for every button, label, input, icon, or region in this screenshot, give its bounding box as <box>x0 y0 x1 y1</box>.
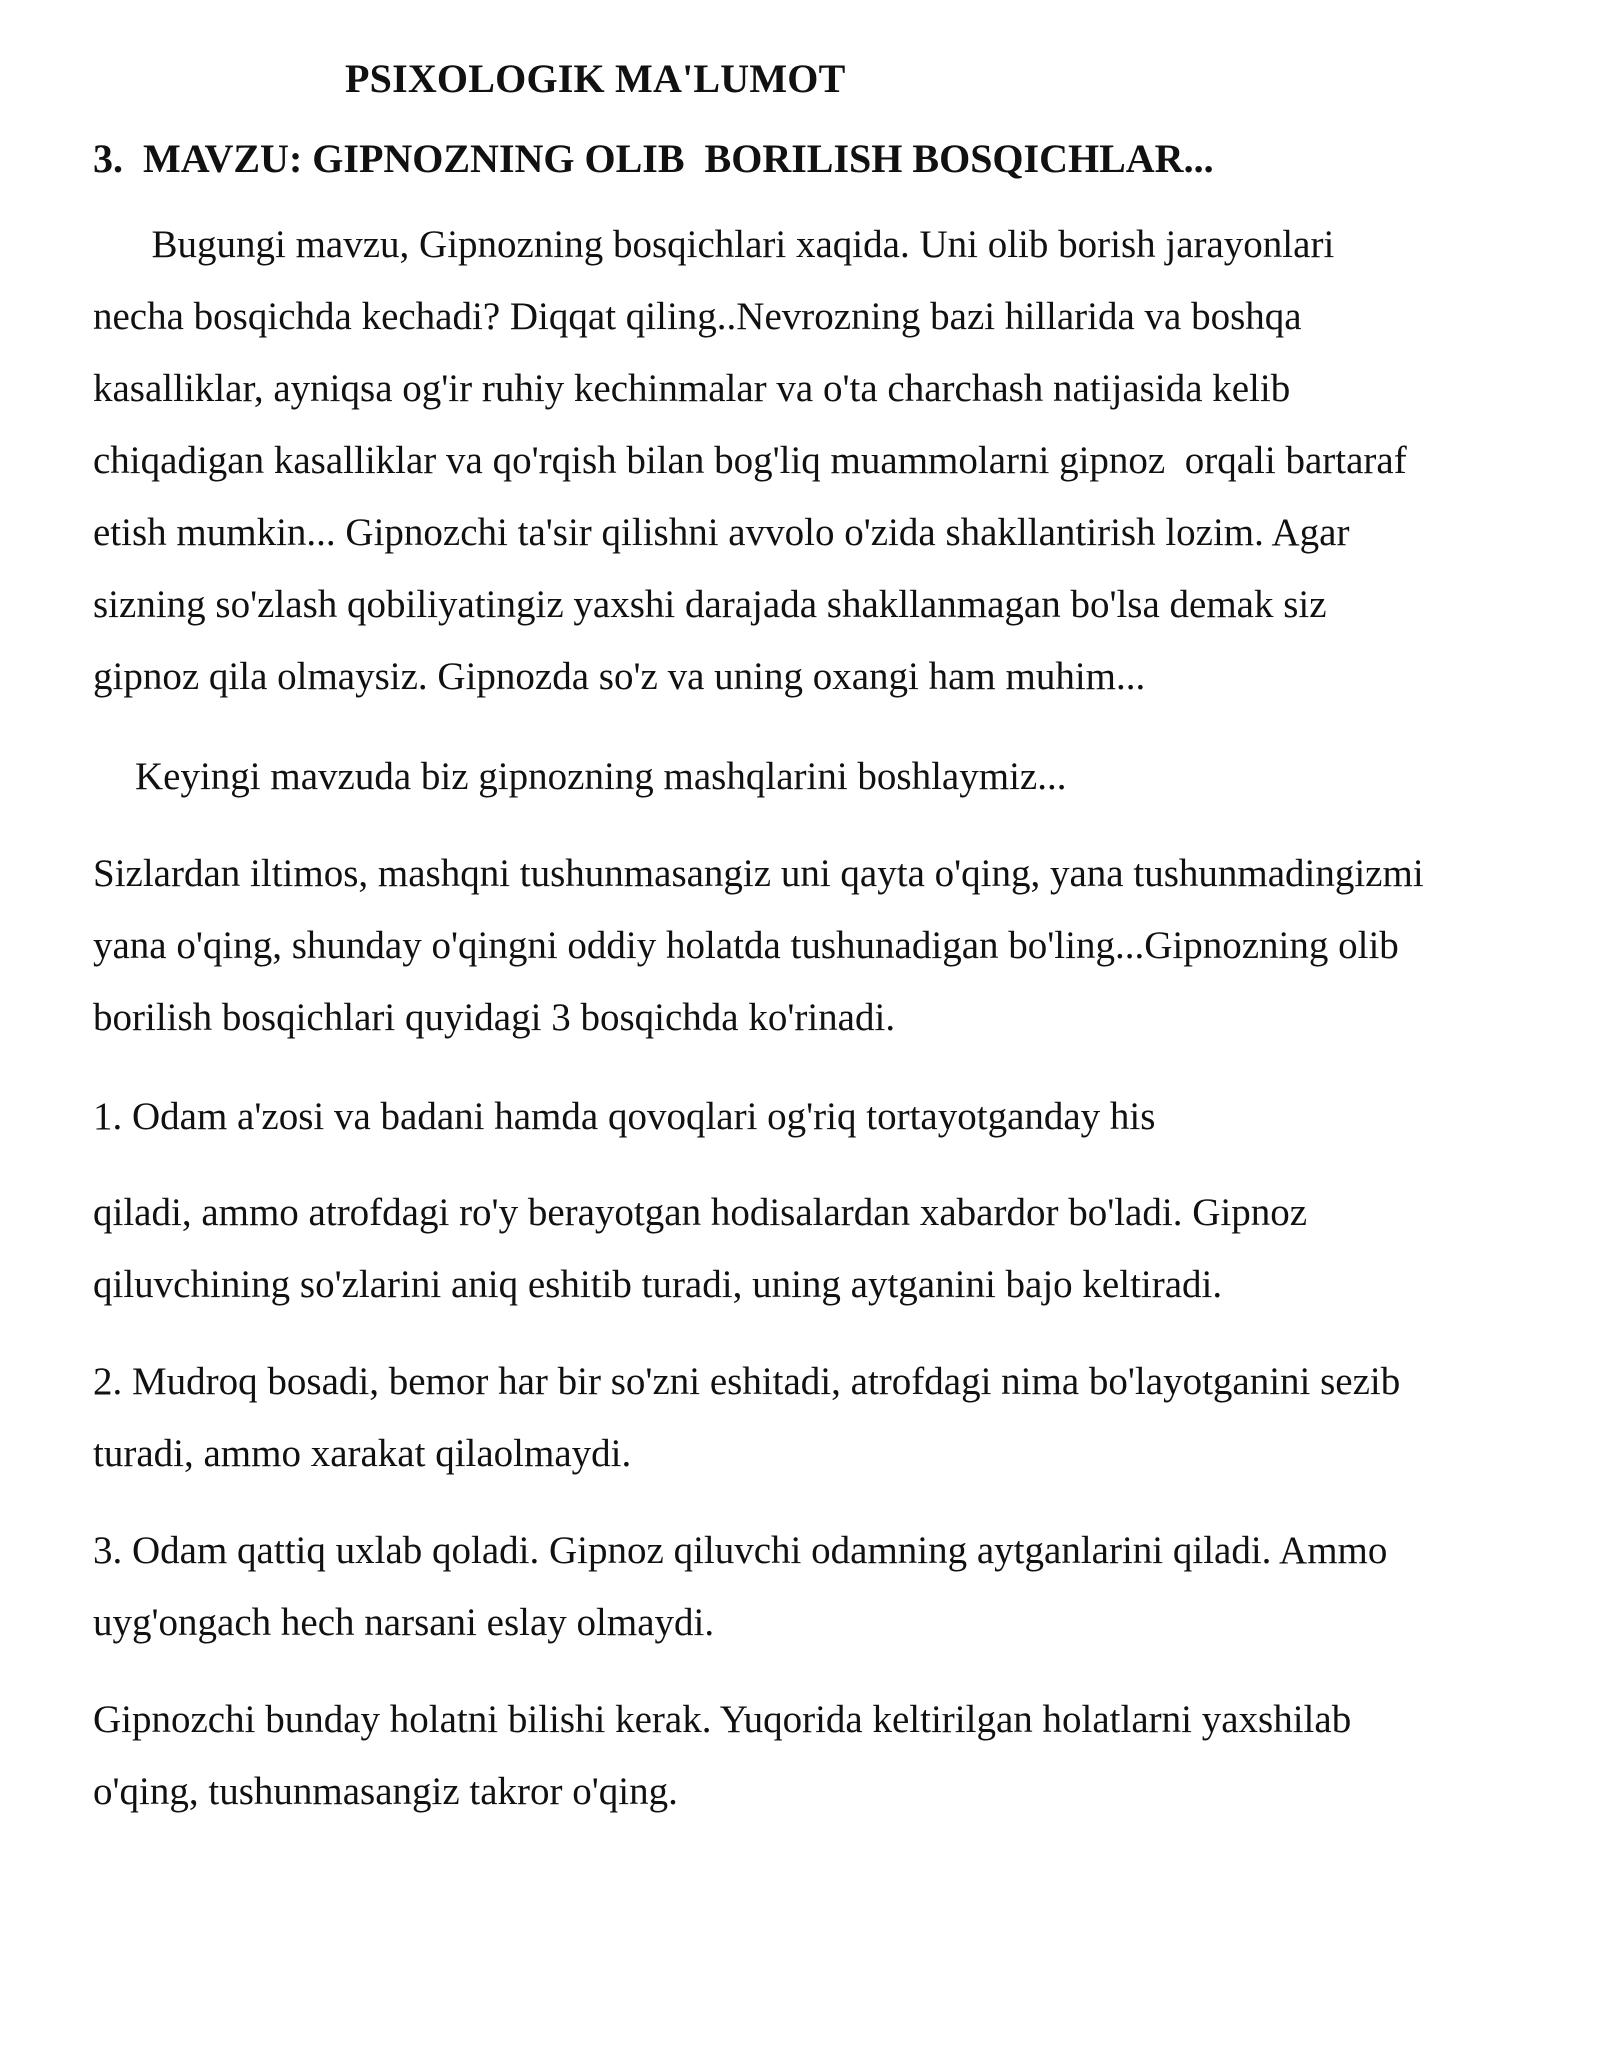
intro-paragraph: Bugungi mavzu, Gipnozning bosqichlari xaqida. Uni olib borish jarayonlari necha bosqichda kechadi? Diqqat qiling..Nevrozning bazi hillarida va boshqa kasalliklar, ayniqsa og'ir ruhiy kechinmalar va o'ta charchash natijasida kelib chiqadigan kasalliklar va qo'rqish bilan bog'liq muammolarni gipnoz orqali bartaraf etish mumkin... Gipnozchi ta'sir qilishni avvolo o'zida shakllantirish lozim. Agar sizning so'zlash qobiliyatingiz yaxshi darajada shakllanmagan bo'lsa demak siz gipnoz qila olmaysiz. Gipnozda so'z va uning oxangi ham muhim... <box>93 223 1407 698</box>
stage-1-detail-paragraph: qiladi, ammo atrofdagi ro'y berayotgan hodisalardan xabardor bo'ladi. Gipnoz qiluvchining so'zlarini aniq eshitib turadi, uning aytganini bajo keltiradi. <box>93 1191 1308 1306</box>
closing-paragraph: Gipnozchi bunday holatni bilishi kerak. Yuqorida keltirilgan holatlarni yaxshilab o'qing, tushunmasangiz takror o'qing. <box>93 1698 1352 1813</box>
topic-heading: 3. MAVZU: GIPNOZNING OLIB BORILISH BOSQICHLAR... <box>93 136 1214 181</box>
document-title: PSIXOLOGIK MA'LUMOT <box>345 56 846 101</box>
stage-3-paragraph: 3. Odam qattiq uxlab qoladi. Gipnoz qiluvchi odamning aytganlarini qiladi. Ammo uyg'ongach hech narsani eslay olmaydi. <box>93 1529 1388 1644</box>
stage-1-intro-paragraph: 1. Odam a'zosi va badani hamda qovoqlari og'riq tortayotganday his <box>93 1095 1156 1138</box>
next-topic-paragraph: Keyingi mavzuda biz gipnozning mashqlarini boshlaymiz... <box>135 755 1067 798</box>
request-paragraph: Sizlardan iltimos, mashqni tushunmasangiz uni qayta o'qing, yana tushunmadingizmi yana o'qing, shunday o'qingni oddiy holatda tushunadigan bo'ling...Gipnozning olib borilish bosqichlari quyidagi 3 bosqichda ko'rinadi. <box>93 852 1424 1039</box>
stage-2-paragraph: 2. Mudroq bosadi, bemor har bir so'zni eshitadi, atrofdagi nima bo'layotganini sezib turadi, ammo xarakat qilaolmaydi. <box>93 1360 1401 1475</box>
